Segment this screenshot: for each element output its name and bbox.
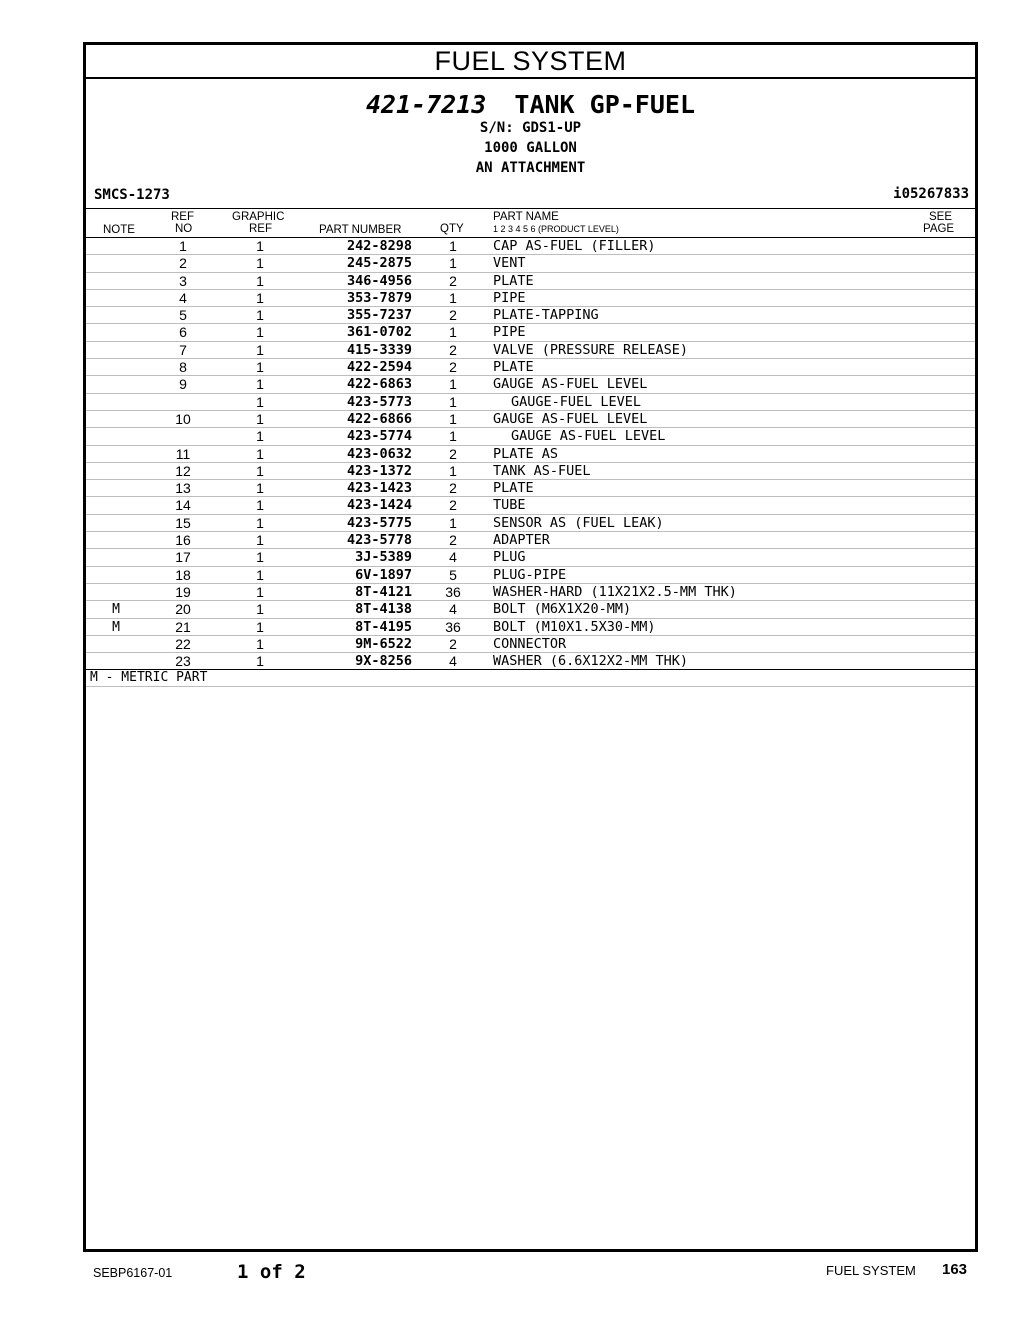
ref-no-cell: 14 (175, 497, 191, 514)
part-number-cell: 9M-6522 (355, 635, 412, 652)
ref-no-cell: 10 (175, 410, 191, 427)
graphic-ref-cell: 1 (256, 428, 264, 445)
ref-no-cell: 20 (175, 601, 191, 618)
part-name-cell: CONNECTOR (493, 635, 567, 652)
qty-cell: 2 (449, 445, 457, 462)
qty-cell: 2 (449, 272, 457, 289)
qty-cell: 1 (449, 289, 457, 306)
qty-cell: 1 (449, 428, 457, 445)
part-number-cell: 423-5778 (346, 532, 412, 549)
smcs-code: SMCS-1273 (94, 187, 170, 203)
table-row (86, 410, 975, 427)
qty-cell: 4 (449, 653, 457, 670)
col-graphic-bottom: REF (249, 223, 272, 235)
group-part-number: 421-7213 (365, 90, 487, 119)
group-part-name: TANK GP-FUEL (514, 90, 696, 119)
ref-no-cell: 18 (175, 566, 191, 583)
graphic-ref-cell: 1 (256, 618, 264, 635)
graphic-ref-cell: 1 (256, 341, 264, 358)
table-row (86, 289, 975, 306)
part-number-cell: 361-0702 (346, 324, 412, 341)
part-name-cell: PLUG-PIPE (493, 566, 567, 583)
qty-cell: 2 (449, 635, 457, 652)
graphic-ref-cell: 1 (256, 410, 264, 427)
col-see-top: SEE (929, 211, 953, 223)
graphic-ref-cell: 1 (256, 238, 264, 254)
col-qty: QTY (440, 223, 464, 235)
col-note: NOTE (103, 224, 135, 236)
table-row (86, 566, 975, 583)
document-number: SEBP6167-01 (93, 1266, 173, 1280)
graphic-ref-cell: 1 (256, 653, 264, 670)
part-number-cell: 422-2594 (346, 359, 412, 376)
graphic-ref-cell: 1 (256, 445, 264, 462)
ref-no-cell: 4 (179, 289, 187, 306)
qty-cell: 1 (449, 238, 457, 254)
table-column-headers (86, 208, 975, 237)
part-number-cell: 423-5775 (346, 514, 412, 531)
part-number-cell: 242-8298 (346, 238, 412, 254)
table-row (86, 462, 975, 479)
qty-cell: 1 (449, 410, 457, 427)
part-name-cell: WASHER-HARD (11X21X2.5-MM THK) (493, 583, 737, 600)
ref-no-cell: 8 (179, 359, 187, 376)
ref-no-cell: 22 (175, 635, 191, 652)
part-number-cell: 423-1423 (346, 480, 412, 497)
part-number-cell: 423-1424 (346, 497, 412, 514)
part-name-cell: BOLT (M6X1X20-MM) (493, 601, 632, 618)
table-row (86, 583, 975, 600)
graphic-ref-cell: 1 (256, 255, 264, 272)
note-cell: M (112, 602, 120, 618)
col-graphic-top: GRAPHIC (232, 211, 285, 223)
col-ref-bottom: NO (175, 223, 193, 235)
qty-cell: 1 (449, 393, 457, 410)
part-number-cell: 8T-4121 (355, 583, 412, 600)
col-ref-top: REF (171, 211, 194, 223)
table-row (86, 479, 975, 496)
ref-no-cell: 23 (175, 653, 191, 670)
ref-no-cell: 21 (175, 618, 191, 635)
part-name-cell: PLATE-TAPPING (493, 307, 599, 324)
ref-no-cell: 19 (175, 583, 191, 600)
table-row (86, 618, 975, 635)
table-row (86, 531, 975, 548)
table-row (86, 514, 975, 531)
part-number-cell: 423-0632 (346, 445, 412, 462)
graphic-ref-cell: 1 (256, 307, 264, 324)
parts-table-body (86, 237, 975, 669)
col-product-levels: 1 2 3 4 5 6 (PRODUCT LEVEL) (493, 224, 619, 234)
ref-no-cell: 1 (179, 238, 187, 254)
part-name-cell: PIPE (493, 289, 526, 306)
part-number-cell: 415-3339 (346, 341, 412, 358)
qty-cell: 36 (445, 618, 461, 635)
qty-cell: 1 (449, 462, 457, 479)
page-number: 163 (942, 1261, 968, 1278)
ref-no-cell: 9 (179, 376, 187, 393)
qty-cell: 2 (449, 497, 457, 514)
part-name-cell: PLATE (493, 359, 534, 376)
graphic-ref-cell: 1 (256, 376, 264, 393)
part-number-cell: 6V-1897 (355, 566, 412, 583)
col-part-number: PART NUMBER (319, 224, 402, 236)
graphic-ref-cell: 1 (256, 635, 264, 652)
qty-cell: 2 (449, 480, 457, 497)
serial-number: S/N: GDS1-UP (479, 120, 582, 136)
attachment-line: AN ATTACHMENT (475, 160, 586, 176)
graphic-ref-cell: 1 (256, 359, 264, 376)
table-row (86, 254, 975, 271)
part-name-cell: PLATE (493, 272, 534, 289)
qty-cell: 2 (449, 532, 457, 549)
qty-cell: 1 (449, 376, 457, 393)
part-number-cell: 355-7237 (346, 307, 412, 324)
ref-no-cell: 5 (179, 307, 187, 324)
table-row (86, 635, 975, 652)
section-banner: FUEL SYSTEM (86, 45, 975, 79)
graphic-ref-cell: 1 (256, 566, 264, 583)
metric-footnote: M - METRIC PART (86, 669, 975, 687)
ref-no-cell: 11 (175, 445, 191, 462)
ref-no-cell: 6 (179, 324, 187, 341)
graphic-ref-cell: 1 (256, 289, 264, 306)
ref-no-cell: 7 (179, 341, 187, 358)
table-row (86, 272, 975, 289)
graphic-ref-cell: 1 (256, 393, 264, 410)
col-part-name: PART NAME (493, 211, 559, 223)
part-number-cell: 3J-5389 (355, 549, 412, 566)
table-row (86, 652, 975, 669)
part-name-cell: TANK AS-FUEL (493, 462, 591, 479)
part-name-cell: PLATE (493, 480, 534, 497)
part-name-cell: PLUG (493, 549, 526, 566)
qty-cell: 2 (449, 359, 457, 376)
part-number-cell: 422-6866 (346, 410, 412, 427)
graphic-ref-cell: 1 (256, 514, 264, 531)
graphic-ref-cell: 1 (256, 272, 264, 289)
part-name-cell: PLATE AS (493, 445, 559, 462)
qty-cell: 2 (449, 341, 457, 358)
graphic-ref-cell: 1 (256, 601, 264, 618)
table-row (86, 375, 975, 392)
ref-no-cell: 17 (175, 549, 191, 566)
part-number-cell: 422-6863 (346, 376, 412, 393)
part-number-cell: 8T-4195 (355, 618, 412, 635)
table-row (86, 496, 975, 513)
graphic-ref-cell: 1 (256, 549, 264, 566)
qty-cell: 5 (449, 566, 457, 583)
part-name-cell: WASHER (6.6X12X2-MM THK) (493, 653, 689, 670)
table-row (86, 341, 975, 358)
part-name-cell: GAUGE AS-FUEL LEVEL (493, 410, 648, 427)
footer-section-name: FUEL SYSTEM (826, 1263, 916, 1278)
graphic-ref-cell: 1 (256, 532, 264, 549)
table-row (86, 600, 975, 617)
part-number-cell: 9X-8256 (355, 653, 412, 670)
ref-no-cell: 2 (179, 255, 187, 272)
illustration-id: i05267833 (893, 186, 969, 202)
table-row (86, 306, 975, 323)
page-of-count: 1 of 2 (237, 1261, 306, 1283)
part-name-cell: PIPE (493, 324, 526, 341)
table-row (86, 548, 975, 565)
part-number-cell: 346-4956 (346, 272, 412, 289)
table-row (86, 393, 975, 410)
part-name-cell: SENSOR AS (FUEL LEAK) (493, 514, 664, 531)
part-number-cell: 353-7879 (346, 289, 412, 306)
ref-no-cell: 12 (175, 462, 191, 479)
graphic-ref-cell: 1 (256, 324, 264, 341)
table-row (86, 427, 975, 444)
table-row (86, 237, 975, 254)
part-name-cell: GAUGE AS-FUEL LEVEL (493, 376, 648, 393)
qty-cell: 1 (449, 324, 457, 341)
part-name-cell: GAUGE-FUEL LEVEL (511, 393, 642, 410)
qty-cell: 2 (449, 307, 457, 324)
graphic-ref-cell: 1 (256, 480, 264, 497)
part-name-cell: ADAPTER (493, 532, 550, 549)
qty-cell: 4 (449, 601, 457, 618)
part-header (86, 79, 975, 208)
graphic-ref-cell: 1 (256, 583, 264, 600)
capacity-line: 1000 GALLON (484, 140, 577, 156)
part-number-cell: 423-5774 (346, 428, 412, 445)
part-number-cell: 8T-4138 (355, 601, 412, 618)
table-row (86, 323, 975, 340)
graphic-ref-cell: 1 (256, 462, 264, 479)
ref-no-cell: 15 (175, 514, 191, 531)
part-name-cell: VALVE (PRESSURE RELEASE) (493, 341, 689, 358)
table-row (86, 445, 975, 462)
parts-page-frame (83, 42, 978, 1252)
qty-cell: 36 (445, 583, 461, 600)
part-name-cell: GAUGE AS-FUEL LEVEL (511, 428, 666, 445)
part-number-cell: 423-5773 (346, 393, 412, 410)
table-row (86, 358, 975, 375)
part-name-cell: BOLT (M10X1.5X30-MM) (493, 618, 656, 635)
ref-no-cell: 3 (179, 272, 187, 289)
note-cell: M (112, 619, 120, 635)
part-name-cell: TUBE (493, 497, 526, 514)
ref-no-cell: 16 (175, 532, 191, 549)
graphic-ref-cell: 1 (256, 497, 264, 514)
ref-no-cell: 13 (175, 480, 191, 497)
part-number-cell: 245-2875 (346, 255, 412, 272)
qty-cell: 4 (449, 549, 457, 566)
part-name-cell: CAP AS-FUEL (FILLER) (493, 238, 656, 254)
part-number-cell: 423-1372 (346, 462, 412, 479)
part-name-cell: VENT (493, 255, 526, 272)
qty-cell: 1 (449, 514, 457, 531)
col-see-bottom: PAGE (923, 223, 955, 235)
part-title (86, 91, 975, 119)
qty-cell: 1 (449, 255, 457, 272)
